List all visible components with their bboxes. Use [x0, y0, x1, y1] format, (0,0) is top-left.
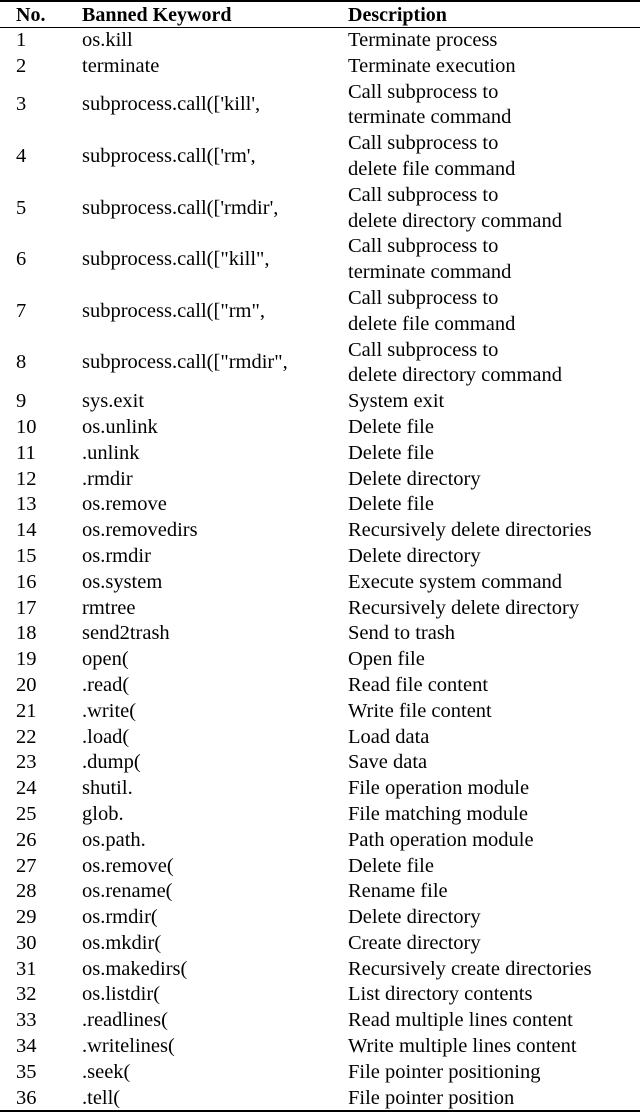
table-row — [0, 673, 640, 699]
row-number: 2 — [16, 54, 27, 77]
table-row — [0, 802, 640, 828]
table-row — [0, 570, 640, 596]
banned-keyword-cell: os.system — [82, 570, 163, 593]
description-cell — [348, 1060, 640, 1086]
table-row — [0, 750, 640, 776]
banned-keyword-cell: os.rmdir — [82, 544, 151, 567]
table-row — [0, 1060, 640, 1086]
description-cell — [348, 982, 640, 1008]
row-number: 1 — [16, 29, 27, 51]
row-number: 8 — [16, 351, 27, 374]
banned-keyword-cell: os.remove( — [82, 854, 174, 877]
header-row — [0, 2, 640, 27]
description-cell — [348, 492, 640, 518]
row-number: 29 — [16, 906, 37, 929]
description-cell — [348, 54, 640, 80]
banned-keyword-cell: os.unlink — [82, 415, 158, 438]
row-number: 26 — [16, 828, 37, 851]
description-cell — [348, 467, 640, 493]
row-number: 35 — [16, 1060, 37, 1083]
description-line: Load data — [348, 725, 430, 748]
banned-keyword-cell: .rmdir — [82, 467, 133, 490]
table-row — [0, 183, 640, 235]
description-line: Terminate execution — [348, 54, 516, 77]
description-cell — [348, 673, 640, 699]
description-cell — [348, 828, 640, 854]
row-number: 22 — [16, 725, 37, 748]
row-number: 14 — [16, 519, 37, 542]
description-cell — [348, 131, 640, 183]
description-line: Create directory — [348, 931, 481, 954]
description-line: Execute system command — [348, 570, 563, 593]
description-cell — [348, 338, 640, 390]
table-row — [0, 441, 640, 467]
description-cell — [348, 183, 640, 235]
description-line: Rename file — [348, 880, 448, 903]
description-cell — [348, 441, 640, 467]
description-cell — [348, 776, 640, 802]
row-number: 20 — [16, 673, 37, 696]
row-number: 7 — [16, 299, 27, 322]
description-cell — [348, 1008, 640, 1034]
description-line: delete file command — [348, 157, 516, 180]
banned-keyword-cell: os.rmdir( — [82, 906, 158, 929]
banned-keyword-cell: glob. — [82, 802, 124, 825]
table-row — [0, 1034, 640, 1060]
banned-keyword-cell: .readlines( — [82, 1009, 168, 1032]
banned-keyword-cell: subprocess.call(['rmdir', — [82, 196, 279, 219]
description-line: Open file — [348, 648, 425, 671]
table-row — [0, 854, 640, 880]
description-line: terminate command — [348, 106, 512, 129]
table-row — [0, 286, 640, 338]
description-cell — [348, 854, 640, 880]
description-cell — [348, 80, 640, 132]
table-row — [0, 544, 640, 570]
description-cell — [348, 1086, 640, 1112]
description-line: delete directory command — [348, 364, 563, 387]
description-cell — [348, 750, 640, 776]
row-number: 33 — [16, 1009, 37, 1032]
description-cell — [348, 544, 640, 570]
table-row — [0, 1008, 640, 1034]
description-line: Recursively delete directory — [348, 596, 580, 619]
table-row — [0, 699, 640, 725]
banned-keyword-cell: os.path. — [82, 828, 146, 851]
banned-keyword-cell: os.kill — [82, 29, 133, 51]
description-line: delete file command — [348, 312, 516, 335]
description-line: File pointer position — [348, 1086, 515, 1109]
row-number: 5 — [16, 196, 27, 219]
banned-keyword-cell: os.listdir( — [82, 983, 161, 1006]
description-line: Call subprocess to — [348, 80, 499, 103]
description-line: delete directory command — [348, 209, 563, 232]
table-row — [0, 54, 640, 80]
description-line: Delete directory — [348, 906, 481, 929]
banned-keyword-cell: open( — [82, 648, 129, 671]
banned-keyword-cell: .seek( — [82, 1060, 131, 1083]
description-cell — [348, 27, 640, 54]
description-line: Read file content — [348, 673, 489, 696]
table-row — [0, 338, 640, 390]
description-line: File pointer positioning — [348, 1060, 541, 1083]
row-number: 9 — [16, 390, 27, 413]
banned-keyword-cell: .read( — [82, 673, 130, 696]
row-number: 25 — [16, 802, 37, 825]
table-row — [0, 621, 640, 647]
description-line: Call subprocess to — [348, 183, 499, 206]
description-cell — [348, 931, 640, 957]
description-line: terminate command — [348, 261, 512, 284]
description-line: Delete file — [348, 441, 434, 464]
banned-keyword-cell: subprocess.call(['kill', — [82, 93, 261, 116]
description-line: Delete file — [348, 493, 434, 516]
description-cell — [348, 621, 640, 647]
description-cell — [348, 802, 640, 828]
table-row — [0, 596, 640, 622]
banned-keyword-cell: os.rename( — [82, 880, 173, 903]
table-row — [0, 234, 640, 286]
description-line: Delete file — [348, 415, 434, 438]
banned-keywords-table — [0, 2, 640, 1111]
description-cell — [348, 234, 640, 286]
row-number: 15 — [16, 544, 37, 567]
table-row — [0, 647, 640, 673]
table-row — [0, 828, 640, 854]
banned-keyword-cell: rmtree — [82, 596, 136, 619]
table-body — [0, 27, 640, 1111]
banned-keyword-cell: subprocess.call(['rm', — [82, 145, 256, 168]
table-row — [0, 905, 640, 931]
description-cell — [348, 957, 640, 983]
table-row — [0, 467, 640, 493]
table-row — [0, 879, 640, 905]
row-number: 27 — [16, 854, 37, 877]
row-number: 6 — [16, 248, 27, 271]
banned-keyword-cell: subprocess.call(["rm", — [82, 299, 265, 322]
banned-keyword-cell: .unlink — [82, 441, 140, 464]
row-number: 13 — [16, 493, 37, 516]
table-row — [0, 982, 640, 1008]
banned-keyword-cell: os.makedirs( — [82, 957, 188, 980]
description-line: File operation module — [348, 777, 530, 800]
row-number: 28 — [16, 880, 37, 903]
table-row — [0, 27, 640, 54]
description-line: Write file content — [348, 699, 492, 722]
table-row — [0, 415, 640, 441]
banned-keyword-cell: terminate — [82, 54, 160, 77]
banned-keyword-cell: os.mkdir( — [82, 931, 162, 954]
description-cell — [348, 725, 640, 751]
table-row — [0, 389, 640, 415]
description-line: Write multiple lines content — [348, 1035, 577, 1058]
row-number: 3 — [16, 93, 27, 116]
table-row — [0, 80, 640, 132]
description-cell — [348, 647, 640, 673]
row-number: 18 — [16, 622, 37, 645]
row-number: 12 — [16, 467, 37, 490]
table-row — [0, 492, 640, 518]
row-number: 24 — [16, 777, 37, 800]
description-line: Call subprocess to — [348, 286, 499, 309]
table-row — [0, 518, 640, 544]
description-cell — [348, 879, 640, 905]
row-number: 36 — [16, 1086, 37, 1109]
banned-keyword-cell: sys.exit — [82, 390, 145, 413]
row-number: 23 — [16, 751, 37, 774]
banned-keyword-cell: subprocess.call(["kill", — [82, 248, 270, 271]
description-cell — [348, 286, 640, 338]
banned-keyword-cell: os.remove — [82, 493, 167, 516]
description-cell — [348, 415, 640, 441]
description-cell — [348, 570, 640, 596]
description-cell — [348, 596, 640, 622]
banned-keyword-cell: send2trash — [82, 622, 170, 645]
description-line: Delete directory — [348, 467, 481, 490]
description-cell — [348, 518, 640, 544]
row-number: 11 — [16, 441, 36, 464]
description-line: Recursively create directories — [348, 957, 592, 980]
row-number: 30 — [16, 931, 37, 954]
description-cell — [348, 699, 640, 725]
description-line: Delete directory — [348, 544, 481, 567]
row-number: 34 — [16, 1035, 37, 1058]
description-line: Call subprocess to — [348, 235, 499, 258]
description-line: Read multiple lines content — [348, 1009, 573, 1032]
banned-keyword-cell: .dump( — [82, 751, 141, 774]
row-number: 16 — [16, 570, 37, 593]
header-description: Description — [348, 3, 447, 26]
banned-keyword-cell: subprocess.call(["rmdir", — [82, 351, 288, 374]
header-no: No. — [16, 3, 46, 26]
row-number: 4 — [16, 145, 27, 168]
banned-keyword-cell: .write( — [82, 699, 137, 722]
row-number: 10 — [16, 415, 37, 438]
description-line: File matching module — [348, 802, 528, 825]
row-number: 32 — [16, 983, 37, 1006]
banned-keyword-cell: os.removedirs — [82, 519, 198, 542]
row-number: 17 — [16, 596, 37, 619]
description-line: Save data — [348, 751, 428, 774]
banned-keyword-cell: shutil. — [82, 777, 133, 800]
banned-keyword-cell: .tell( — [82, 1086, 121, 1109]
banned-keyword-cell: .writelines( — [82, 1035, 175, 1058]
description-line: Send to trash — [348, 622, 456, 645]
row-number: 19 — [16, 648, 37, 671]
banned-keyword-cell: .load( — [82, 725, 130, 748]
description-line: Call subprocess to — [348, 338, 499, 361]
description-cell — [348, 905, 640, 931]
row-number: 31 — [16, 957, 37, 980]
table-row — [0, 957, 640, 983]
description-cell — [348, 1034, 640, 1060]
table-row — [0, 1086, 640, 1112]
table-row — [0, 776, 640, 802]
description-line: Call subprocess to — [348, 132, 499, 155]
description-line: Recursively delete directories — [348, 519, 592, 542]
table-row — [0, 725, 640, 751]
table-row — [0, 931, 640, 957]
description-line: Terminate process — [348, 29, 498, 51]
description-line: List directory contents — [348, 983, 533, 1006]
description-line: Path operation module — [348, 828, 534, 851]
header-banned-keyword: Banned Keyword — [82, 3, 232, 26]
description-line: Delete file — [348, 854, 434, 877]
table-header — [0, 2, 640, 27]
row-number: 21 — [16, 699, 37, 722]
description-line: System exit — [348, 390, 445, 413]
table-row — [0, 131, 640, 183]
description-cell — [348, 389, 640, 415]
